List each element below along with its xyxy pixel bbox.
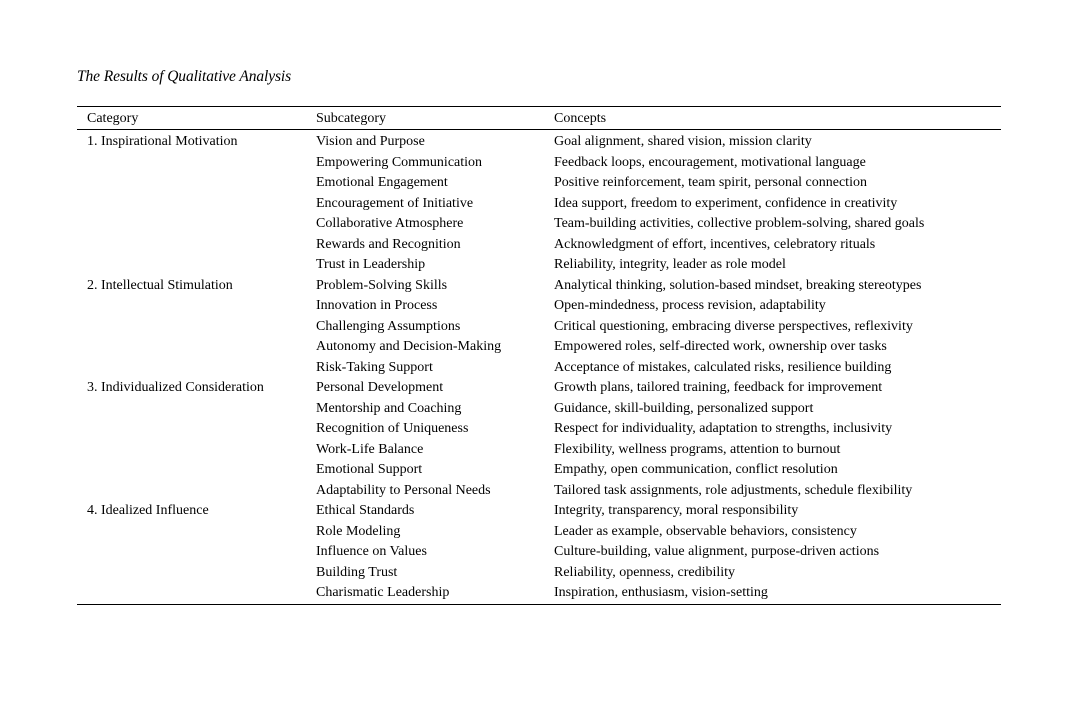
concepts-cell: Flexibility, wellness programs, attention to burnout [554,441,841,457]
subcategory-cell: Work-Life Balance [316,441,424,457]
table-row [77,481,1001,502]
concepts-cell: Integrity, transparency, moral responsibility [554,503,799,518]
table-row [77,563,1001,584]
header-concepts: Concepts [554,111,607,126]
table-row [77,276,1001,297]
concepts-cell: Team-building activities, collective problem-solving, shared goals [554,216,925,231]
category-cell [77,214,306,235]
results-table-container [77,106,1001,605]
concepts-cell: Empowered roles, self-directed work, ownership over tasks [554,339,887,354]
concepts-cell: Critical questioning, embracing diverse perspectives, reflexivity [554,318,913,334]
subcategory-cell: Emotional Engagement [316,175,448,190]
concepts-cell: Reliability, integrity, leader as role model [554,257,786,272]
table-row [77,173,1001,194]
subcategory-cell: Ethical Standards [316,503,415,518]
subcategory-cell: Mentorship and Coaching [316,400,462,416]
category-cell: 2. Intellectual Stimulation [87,277,233,293]
table-row [77,522,1001,543]
header-subcategory: Subcategory [316,111,386,126]
table-row [77,358,1001,379]
concepts-cell: Guidance, skill-building, personalized support [554,400,814,416]
category-cell [77,296,306,317]
table-row [77,583,1001,604]
subcategory-cell: Empowering Communication [316,154,483,170]
category-cell [77,255,306,276]
table-row [77,130,1001,153]
category-cell [77,358,306,379]
category-cell [77,235,306,256]
category-cell [77,460,306,481]
subcategory-cell: Collaborative Atmosphere [316,216,464,231]
table-row [77,153,1001,174]
subcategory-cell: Encouragement of Initiative [316,195,474,211]
category-cell [77,563,306,584]
table-row [77,378,1001,399]
category-cell [77,194,306,215]
subcategory-cell: Emotional Support [316,462,423,477]
concepts-cell: Inspiration, enthusiasm, vision-setting [554,585,768,600]
category-cell [77,173,306,194]
category-cell [77,399,306,420]
table-row [77,317,1001,338]
subcategory-cell: Trust in Leadership [316,257,426,272]
concepts-cell: Reliability, openness, credibility [554,564,736,580]
concepts-cell: Acceptance of mistakes, calculated risks, resilience building [554,359,892,375]
category-cell [77,419,306,440]
table-body [77,130,1001,605]
table-row [77,501,1001,522]
table-row [77,419,1001,440]
subcategory-cell: Rewards and Recognition [316,236,461,252]
concepts-cell: Empathy, open communication, conflict resolution [554,462,838,477]
header-category: Category [87,111,139,126]
category-cell [77,583,306,604]
concepts-cell: Leader as example, observable behaviors, consistency [554,523,857,539]
category-cell [77,440,306,461]
table-row [77,255,1001,276]
category-cell [77,153,306,174]
concepts-cell: Positive reinforcement, team spirit, personal connection [554,175,867,190]
category-cell: 4. Idealized Influence [87,503,209,518]
table-row [77,235,1001,256]
concepts-cell: Open-mindedness, process revision, adaptability [554,298,826,313]
table-row [77,337,1001,358]
concepts-cell: Tailored task assignments, role adjustments, schedule flexibility [554,482,913,498]
subcategory-cell: Recognition of Uniqueness [316,421,469,436]
table-header-row [77,107,1001,130]
category-cell: 1. Inspirational Motivation [87,134,238,149]
concepts-cell: Idea support, freedom to experiment, confidence in creativity [554,195,898,211]
subcategory-cell: Charismatic Leadership [316,585,450,600]
category-cell [77,337,306,358]
subcategory-cell: Problem-Solving Skills [316,277,448,293]
concepts-cell: Culture-building, value alignment, purpose-driven actions [554,544,880,559]
category-cell [77,317,306,338]
category-cell: 3. Individualized Consideration [87,380,264,395]
table-caption: The Results of Qualitative Analysis [77,68,292,85]
subcategory-cell: Building Trust [316,564,398,580]
subcategory-cell: Vision and Purpose [316,134,425,149]
results-table [77,106,1001,605]
concepts-cell: Acknowledgment of effort, incentives, celebratory rituals [554,236,876,252]
table-row [77,194,1001,215]
subcategory-cell: Challenging Assumptions [316,318,461,334]
table-row [77,460,1001,481]
table-row [77,399,1001,420]
subcategory-cell: Risk-Taking Support [316,359,433,375]
concepts-cell: Analytical thinking, solution-based mindset, breaking stereotypes [554,277,922,293]
subcategory-cell: Adaptability to Personal Needs [316,482,491,498]
table-row [77,296,1001,317]
table-row [77,440,1001,461]
concepts-cell: Respect for individuality, adaptation to strengths, inclusivity [554,421,893,436]
table-row [77,542,1001,563]
subcategory-cell: Autonomy and Decision-Making [316,339,502,354]
category-cell [77,481,306,502]
subcategory-cell: Role Modeling [316,523,401,539]
concepts-cell: Growth plans, tailored training, feedback for improvement [554,380,883,395]
subcategory-cell: Personal Development [316,380,444,395]
concepts-cell: Feedback loops, encouragement, motivational language [554,154,866,170]
category-cell [77,542,306,563]
subcategory-cell: Influence on Values [316,544,427,559]
concepts-cell: Goal alignment, shared vision, mission clarity [554,134,812,149]
category-cell [77,522,306,543]
table-row [77,214,1001,235]
subcategory-cell: Innovation in Process [316,298,438,313]
